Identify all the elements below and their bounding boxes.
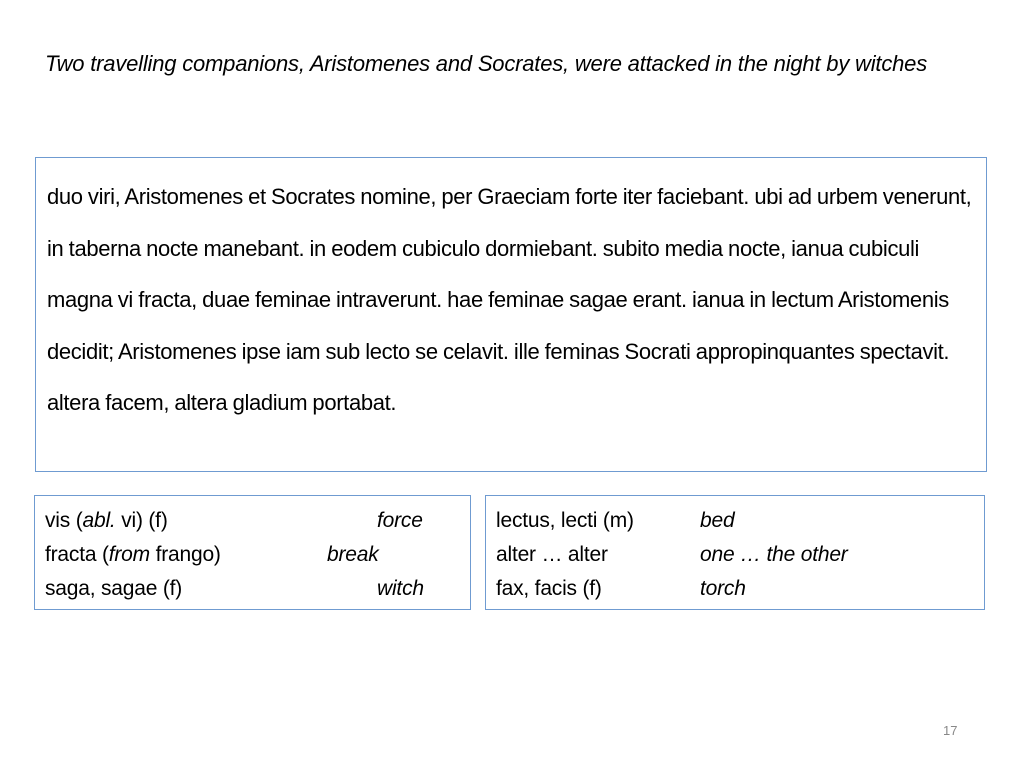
- latin-passage-box: [35, 157, 987, 472]
- vocab-term-part: saga, sagae (f): [45, 577, 183, 600]
- vocab-term-part: fracta (: [45, 543, 109, 566]
- vocab-term: lectus, lecti (m): [496, 509, 634, 532]
- slide-title: Two travelling companions, Aristomenes and Socrates, were attacked in the night by witches: [45, 51, 928, 76]
- vocab-term-part: vi) (f): [115, 509, 168, 532]
- vocab-meaning: witch: [377, 577, 424, 600]
- vocab-meaning: break: [327, 543, 379, 566]
- vocab-term: [45, 538, 221, 572]
- vocab-meaning: one … the other: [700, 543, 848, 566]
- vocabulary-box-right: [485, 495, 985, 610]
- page-number: 17: [943, 723, 958, 738]
- vocab-term-emphasis: from: [108, 543, 150, 566]
- vocab-term-part: frango): [149, 543, 221, 566]
- latin-passage: duo viri, Aristomenes et Socrates nomine, per Graeciam forte iter faciebant. ubi ad urbem venerunt, in taberna nocte manebant. in eodem cubiculo dormiebant. subito media nocte, ianua cubiculi magna vi fracta, duae feminae intraverunt. hae feminae sagae erant. ianua in lectum Aristomenis decidit; Aristomenes ipse iam sub lecto se celavit. ille feminas Socrati appropinquantes spectavit. altera facem, altera gladium portabat.: [47, 184, 972, 415]
- vocab-term: fax, facis (f): [496, 577, 602, 600]
- vocab-meaning: force: [377, 509, 423, 532]
- vocab-term: [45, 504, 168, 538]
- vocab-term-emphasis: abl.: [82, 509, 116, 532]
- vocab-meaning: torch: [700, 577, 746, 600]
- vocab-term-part: vis (: [45, 509, 83, 532]
- vocab-meaning: bed: [700, 509, 735, 532]
- vocab-term: alter … alter: [496, 543, 608, 566]
- vocab-term: [45, 572, 182, 606]
- vocabulary-box-left: [34, 495, 471, 610]
